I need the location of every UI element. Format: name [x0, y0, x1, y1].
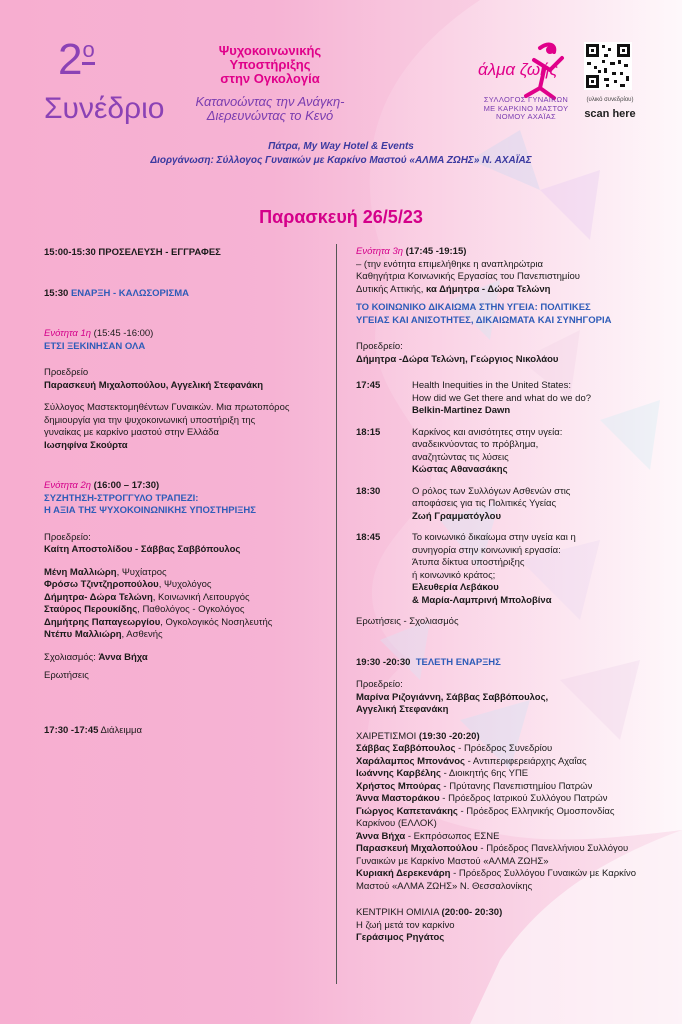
session-3-questions: Ερωτήσεις - Σχολιασμός	[356, 616, 459, 627]
panelist: Ντέπυ Μαλλιώρη, Ασθενής	[44, 629, 163, 640]
keynote-speaker: Γεράσιμος Ρηγάτος	[356, 932, 445, 943]
greeting-item: Άννα Βήχα - Εκπρόσωπος ΕΣΝΕ	[356, 830, 500, 842]
keynote-topic: Η ζωή μετά τον καρκίνο	[356, 919, 455, 931]
greeting-item: Ιωάννης Καρβέλης - Διοικητής 6ης ΥΠΕ	[356, 768, 529, 779]
program-left-column	[44, 247, 322, 737]
conference-subtitle: Κατανοώντας την Ανάγκη- Διερευνώντας το Κενό	[195, 94, 345, 123]
panelist: Μένη Μαλλιώρη, Ψυχίατρος	[44, 566, 167, 578]
logo-text: άλμα ζωής	[478, 60, 558, 79]
greeting-item: Χρήστος Μπούρας - Πρύτανης Πανεπιστημίου Πατρών	[356, 780, 593, 792]
panel-list	[44, 567, 322, 642]
organizer: Διοργάνωση: Σύλλογος Γυναικών με Καρκίνο Μαστού «ΑΛΜΑ ΖΩΗΣ» Ν. ΑΧΑΪΑΣ	[150, 155, 532, 166]
ceremony-chairs: Μαρίνα Ριζογιάννη, Σάββας Σαββόπουλος, Αγγελική Στεφανάκη	[356, 691, 549, 715]
talk-item: 18:45 Το κοινωνικό δικαίωμα στην υγεία και η συνηγορία στην κοινωνική εργασία: Άτυπα δίκτυα υποστήριξης ή κοινωνικό κράτος; Ελευθερία Λεβάκου & Μαρία-Λαμπρινή Μπολοβίνα	[356, 532, 576, 606]
session-1-chairs: Παρασκευή Μιχαλοπούλου, Αγγελική Στεφανάκη	[44, 379, 264, 391]
keynote-heading: ΚΕΝΤΡΙΚΗ ΟΜΙΛΙΑ (20:00- 20:30)	[356, 907, 503, 918]
questions: Ερωτήσεις	[44, 670, 89, 681]
column-divider	[336, 244, 337, 984]
greetings-heading: ΧΑΙΡΕΤΙΣΜΟΙ (19:30 -20:20)	[356, 730, 480, 742]
program-right-column	[356, 246, 646, 945]
session-2-chair-label: Προεδρείο:	[44, 531, 91, 543]
program-day: Παρασκευή 26/5/23	[259, 207, 423, 227]
greeting-item: Άννα Μαστοράκου - Πρόεδρος Ιατρικού Συλλόγου Πατρών	[356, 793, 608, 804]
session-1-speaker: Ιωσηφίνα Σκούρτα	[44, 439, 128, 451]
conference-word: Συνέδριο	[44, 92, 165, 125]
talk-item: 18:15 Καρκίνος και ανισότητες στην υγεία: αναδεικνύοντας το πρόβλημα, αναζητώντας τις λύσεις Κώστας Αθανασάκης	[356, 426, 563, 475]
greeting-item: Γιώργος Καπετανάκης - Πρόεδρος Ελληνικής Ομοσπονδίας Καρκίνου (ΕΛΛΟΚ)	[356, 805, 615, 829]
commentary: Σχολιασμός: Άννα Βήχα	[44, 651, 148, 663]
greetings-list	[356, 743, 646, 893]
qr-code-icon[interactable]	[584, 42, 632, 90]
session-2-chairs: Καίτη Αποστολίδου - Σάββας Σαββόπουλος	[44, 544, 241, 555]
session-1-chair-label: Προεδρείο	[44, 367, 89, 378]
venue: Πάτρα, My Way Hotel & Events	[268, 141, 414, 152]
ceremony-chair-label: Προεδρείο:	[356, 679, 403, 690]
logo-association: ΣΥΛΛΟΓΟΣ ΓΥΝΑΙΚΩΝ ΜΕ ΚΑΡΚΙΝΟ ΜΑΣΤΟΥ ΝΟΜΟΥ ΑΧΑΪΑΣ	[483, 95, 569, 121]
greeting-item: Σάββας Σαββόπουλος - Πρόεδρος Συνεδρίου	[356, 743, 553, 754]
talk-item: 18:30 Ο ρόλος των Συλλόγων Ασθενών στις αποφάσεις για τις Πολιτικές Υγείας Ζωή Γραμματόγλου	[356, 485, 571, 522]
session-1-heading: Ενότητα 1η (15:45 -16:00)	[44, 328, 154, 339]
greeting-item: Κυριακή Δερεκενάρη - Πρόεδρος Συλλόγου Γυναικών με Καρκίνο Μαστού «ΑΛΜΑ ΖΩΗΣ» Ν. Θεσσαλονίκης	[356, 868, 637, 892]
panelist: Φρόσω Τζιντζηροπούλου, Ψυχολόγος	[44, 579, 212, 590]
conference-number: $2^o$	[58, 35, 95, 84]
panelist: Σταύρος Περουκίδης, Παθολόγος - Ογκολόγος	[44, 604, 245, 615]
greeting-item: Παρασκευή Μιχαλοπούλου - Πρόεδρος Πανελλήνιου Συλλόγου Γυναικών με Καρκίνο Μαστού «ΑΛΜΑ ΖΩΗΣ»	[356, 843, 629, 867]
break-slot: 17:30 -17:45 Διάλειμμα	[44, 724, 143, 736]
panelist: Δημήτρης Παπαγεωργίου, Ογκολογικός Νοσηλευτής	[44, 616, 273, 628]
arrival-slot: 15:00-15:30 ΠΡΟΣΕΛΕΥΣΗ - ΕΓΓΡΑΦΕΣ	[44, 247, 221, 258]
panelist: Δήμητρα- Δώρα Τελώνη, Κοινωνική Λειτουργός	[44, 591, 250, 603]
session-1-title: ΕΤΣΙ ΞΕΚΙΝΗΣΑΝ ΟΛΑ	[44, 340, 146, 352]
conference-title: Ψυχοκοινωνικής Υποστήριξης στην Ογκολογία	[218, 43, 322, 86]
session-3-chair-label: Προεδρείο:	[356, 341, 403, 352]
opening-slot: 15:30 ΕΝΑΡΞΗ - ΚΑΛΩΣΟΡΙΣΜΑ	[44, 287, 189, 299]
session-2-title: ΣΥΖΗΤΗΣΗ-ΣΤΡΟΓΓΥΛΟ ΤΡΑΠΕΖΙ: Η ΑΞΙΑ ΤΗΣ ΨΥΧΟΚΟΙΝΩΝΙΚΗΣ ΥΠΟΣΤΗΡΙΞΗΣ	[44, 492, 256, 516]
session-3-chairs: Δήμητρα -Δώρα Τελώνη, Γεώργιος Νικολάου	[356, 353, 559, 365]
greeting-item: Χαράλαμπος Μπονάνος - Αντιπεριφερειάρχης Αχαΐας	[356, 755, 587, 767]
session-1-talk: Σύλλογος Μαστεκτομηθέντων Γυναικών. Μια πρωτοπόρος δημιουργία για την ψυχοκοινωνική υποστήριξη της γυναίκας με καρκίνο μαστού στην Ελλάδα	[44, 402, 290, 438]
qr-scan-label: scan here	[584, 108, 636, 120]
session-3-heading: Ενότητα 3η (17:45 -19:15)	[356, 246, 467, 257]
talk-item: 17:45 Health Inequities in the United States: How did we Get there and what do we do? Belkin-Martinez Dawn	[356, 380, 592, 416]
session-2-heading: Ενότητα 2η (16:00 – 17:30)	[44, 480, 160, 491]
session-3-note: – (την ενότητα επιμελήθηκε η αναπληρώτρια Καθηγήτρια Κοινωνικής Εργασίας του Πανεπιστημίου Δυτικής Αττικής, κα Δήμητρα - Δώρα Τελώνη	[356, 258, 580, 295]
session-3-title: ΤΟ ΚΟΙΝΩΝΙΚΟ ΔΙΚΑΙΩΜΑ ΣΤΗΝ ΥΓΕΙΑ: ΠΟΛΙΤΙΚΕΣ ΥΓΕΙΑΣ ΚΑΙ ΑΝΙΣΟΤΗΤΕΣ, ΔΙΚΑΙΩΜΑΤΑ ΚΑΙ ΣΥΝΗΓΟΡΙΑ	[356, 302, 612, 326]
qr-caption: (υλικό συνεδρίου)	[586, 97, 634, 103]
ceremony-heading: 19:30 -20:30 ΤΕΛΕΤΗ ΕΝΑΡΞΗΣ	[356, 656, 501, 668]
